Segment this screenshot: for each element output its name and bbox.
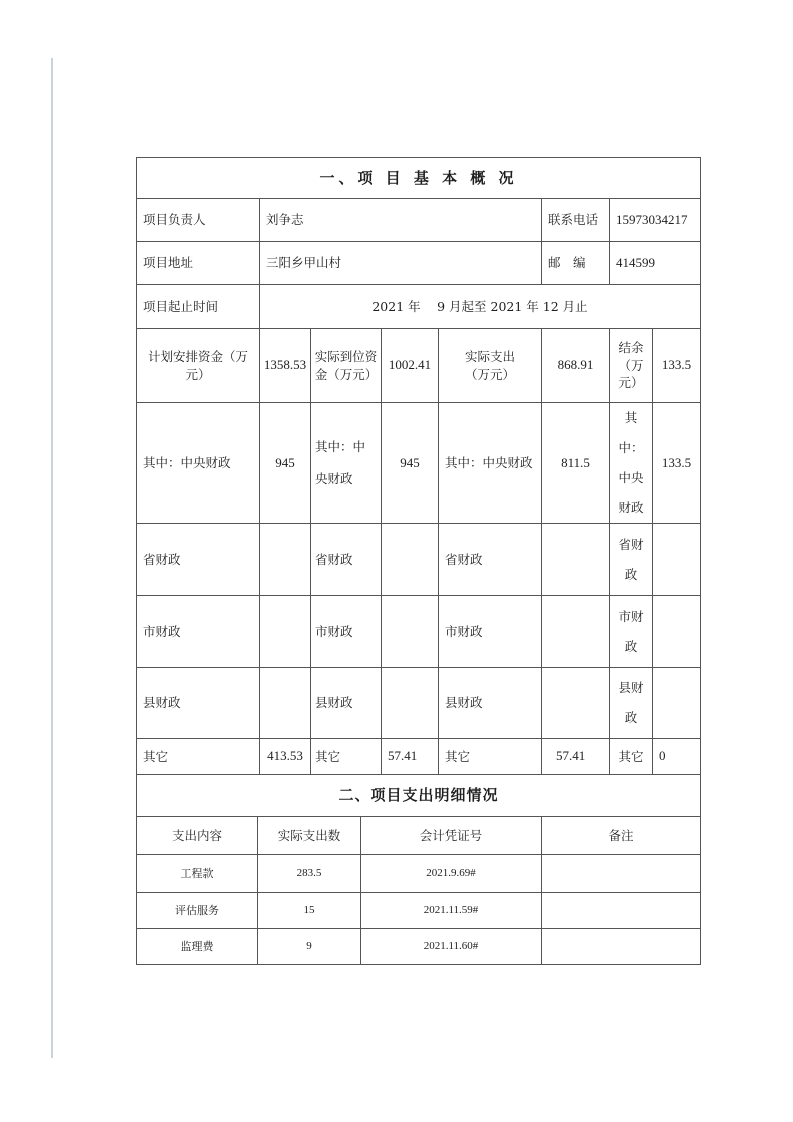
planned-sub-value: 413.53 [260,739,311,775]
planned-sub-label: 其中：中央财政 [137,403,260,524]
planned-funds-label: 计划安排资金（万元） [137,329,260,403]
arrived-sub-label: 县财政 [311,668,382,739]
planned-sub-label: 市财政 [137,596,260,668]
expense-amount: 283.5 [258,855,361,893]
phone-value: 15973034217 [610,199,701,242]
spent-sub-value [542,596,610,668]
expense-note [542,893,701,929]
spent-sub-value [542,668,610,739]
balance-sub-value: 133.5 [653,403,701,524]
arrived-funds-value: 1002.41 [382,329,439,403]
phone-label: 联系电话 [542,199,610,242]
expense-amount: 15 [258,893,361,929]
planned-sub-label: 省财政 [137,524,260,596]
balance-sub-label: 其它 [610,739,653,775]
planned-sub-value [260,668,311,739]
funds-row-city [137,596,701,668]
arrived-sub-value: 57.41 [382,739,439,775]
section2-title: 二、项目支出明细情况 [137,775,701,817]
postcode-label: 邮 编 [542,242,610,285]
funds-row-county [137,668,701,739]
balance-sub-label: 其中：中央财政 [610,403,653,524]
spent-sub-value: 811.5 [542,403,610,524]
scan-edge-line [51,58,53,1058]
expense-amount: 9 [258,929,361,965]
spent-funds-label: 实际支出（万元） [439,329,542,403]
arrived-sub-label: 其它 [311,739,382,775]
expense-voucher: 2021.9.69# [361,855,542,893]
spent-sub-value [542,524,610,596]
balance-sub-value [653,524,701,596]
expense-item: 监理费 [137,929,258,965]
period-label: 项目起止时间 [137,285,260,329]
expense-row [137,893,701,929]
planned-sub-value: 945 [260,403,311,524]
arrived-sub-value [382,668,439,739]
section1-title: 一、项 目 基 本 概 况 [137,158,701,199]
col-header-note: 备注 [542,817,701,855]
spent-sub-value: 57.41 [542,739,610,775]
arrived-funds-label: 实际到位资金（万元） [311,329,382,403]
col-header-amount: 实际支出数 [258,817,361,855]
planned-sub-value [260,596,311,668]
expense-voucher: 2021.11.60# [361,929,542,965]
spent-sub-label: 县财政 [439,668,542,739]
basic-info-table [136,157,701,775]
expense-row [137,929,701,965]
spent-sub-label: 其它 [439,739,542,775]
expense-voucher: 2021.11.59# [361,893,542,929]
expense-item: 评估服务 [137,893,258,929]
address-label: 项目地址 [137,242,260,285]
spent-sub-label: 省财政 [439,524,542,596]
spent-sub-label: 其中：中央财政 [439,403,542,524]
planned-sub-label: 其它 [137,739,260,775]
leader-value: 刘争志 [260,199,542,242]
arrived-sub-value [382,524,439,596]
balance-sub-label: 市财政 [610,596,653,668]
spent-sub-label: 市财政 [439,596,542,668]
funds-row-province [137,524,701,596]
arrived-sub-label: 市财政 [311,596,382,668]
balance-sub-value: 0 [653,739,701,775]
leader-label: 项目负责人 [137,199,260,242]
funds-row-central [137,403,701,524]
period-value: 2021 年 9 月起至 2021 年 12 月止 [260,285,701,329]
col-header-item: 支出内容 [137,817,258,855]
balance-label: 结余（万元） [610,329,653,403]
address-value: 三阳乡甲山村 [260,242,542,285]
col-header-voucher: 会计凭证号 [361,817,542,855]
expense-row [137,855,701,893]
arrived-sub-value: 945 [382,403,439,524]
balance-sub-label: 省财政 [610,524,653,596]
expense-detail-table [136,774,701,965]
planned-sub-value [260,524,311,596]
arrived-sub-label: 省财政 [311,524,382,596]
planned-funds-value: 1358.53 [260,329,311,403]
arrived-sub-label: 其中：中央财政 [311,403,382,524]
balance-sub-value [653,668,701,739]
postcode-value: 414599 [610,242,701,285]
expense-note [542,929,701,965]
project-form [136,157,700,965]
planned-sub-label: 县财政 [137,668,260,739]
arrived-sub-value [382,596,439,668]
balance-sub-label: 县财政 [610,668,653,739]
expense-item: 工程款 [137,855,258,893]
balance-value: 133.5 [653,329,701,403]
expense-header-row [137,817,701,855]
funds-row-other [137,739,701,775]
spent-funds-value: 868.91 [542,329,610,403]
balance-sub-value [653,596,701,668]
expense-note [542,855,701,893]
